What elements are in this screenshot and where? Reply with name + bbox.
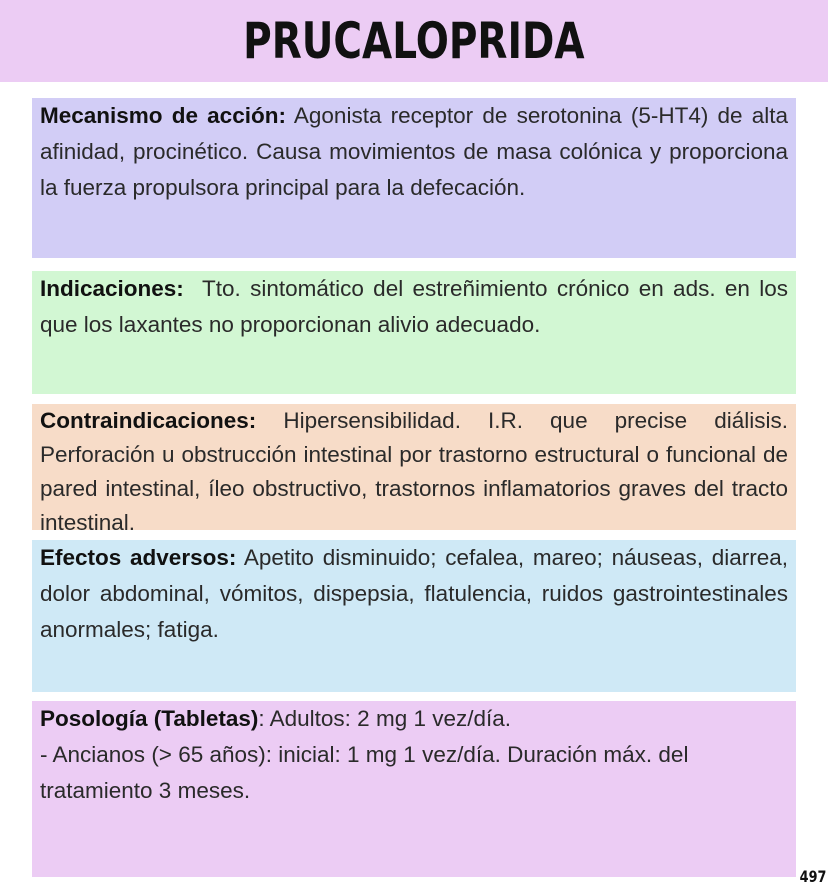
efectos-paragraph: [40, 540, 788, 648]
section-posologia: [32, 701, 796, 877]
mecanismo-text: Agonista receptor de serotonina (5-HT4) de alta afinidad, procinético. Causa movimientos de masa colónica y proporciona la fuerza propulsora principal para la defecación.: [40, 103, 788, 200]
posologia-line2: - Ancianos (> 65 años): inicial: 1 mg 1 vez/día. Duración máx. del tratamiento 3 meses.: [40, 742, 689, 803]
contraindicaciones-label: Contraindicaciones:: [40, 408, 257, 433]
mecanismo-label: Mecanismo de acción:: [40, 103, 286, 128]
contraindicaciones-paragraph: [40, 404, 788, 540]
posologia-paragraph: [40, 701, 788, 737]
contraindicaciones-text: Hipersensibilidad. I.R. que precise diálisis. Perforación u obstrucción intestinal por trastorno estructural o funcional de pared intestinal, íleo obstructivo, trastornos inflamatorios graves del tracto intestinal.: [40, 408, 788, 535]
efectos-label: Efectos adversos:: [40, 545, 237, 570]
section-indicaciones: [32, 271, 796, 394]
mecanismo-paragraph: [40, 98, 788, 206]
title-bar: [0, 0, 828, 82]
indicaciones-text: Tto. sintomático del estreñimiento crónico en ads. en los que los laxantes no proporcionan alivio adecuado.: [40, 276, 795, 337]
efectos-text: Apetito disminuido; cefalea, mareo; náuseas, diarrea, dolor abdominal, vómitos, dispepsia, flatulencia, ruidos gastrointestinales anormales; fatiga.: [40, 545, 789, 642]
page-number: 497: [799, 867, 826, 886]
section-contraindicaciones: [32, 404, 796, 535]
posologia-label: Posología (Tabletas): [40, 706, 259, 731]
section-mecanismo: [32, 98, 796, 258]
page-title: PRUCALOPRIDA: [243, 12, 585, 70]
indicaciones-paragraph: [40, 271, 795, 343]
posologia-text: : Adultos: 2 mg 1 vez/día.: [258, 706, 512, 731]
section-efectos-adversos: [32, 540, 796, 692]
indicaciones-label: Indicaciones:: [40, 276, 184, 301]
